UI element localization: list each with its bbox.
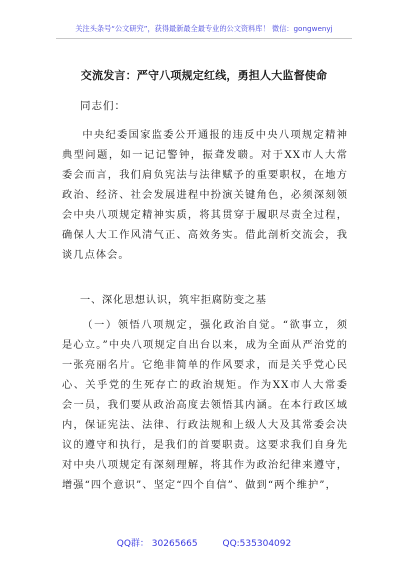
paragraph-body: （一）领悟八项规定，强化政治自觉。“欲事立，须是心立。”中央八项规定自出台以来，成为全面从严治党的一张亮丽名片。它绝非简单的作风要求，而是关乎党心民心、关乎党的生死存亡的政治规矩。作为XX市人大常委会一员，我们要从政治高度去领悟其内涵。在本行政区域内，保证宪法、法律、行政法规和上级人大及其常委会决议的遵守和执行，是我们的首要职责。这要求我们自身先对中央八项规定有深刻理解，将其作为政治纪律来遵守，增强“四个意识”、坚定“四个自信”、做到“两个维护”， [62, 320, 348, 491]
section-heading: 一、深化思想认识，筑牢拒腐防变之基 [80, 295, 267, 306]
paragraph-intro: 中央纪委国家监委公开通报的违反中央八项规定精神典型问题，如一记记警钟，振聋发聩。对于XX市人大常委会而言，我们肩负宪法与法律赋予的重要职权，在地方政治、经济、社会发展进程中扮演关键角色，必须深刻领会中央八项规定精神实质，将其贯穿于履职尽责全过程，确保人大工作风清气正、高效务实。借此剖析交流会，我谈几点体会。 [62, 130, 348, 261]
salutation: 同志们： [80, 100, 126, 112]
document-title: 交流发言：严守八项规定红线，勇担人大监督使命 [80, 69, 328, 82]
footer-qq: QQ:535304092 [222, 539, 292, 549]
header-banner: 关注头条号“公文研究”，获得最新最全最专业的公文资料库！ 微信：gongwenyj [75, 24, 333, 33]
footer-qq-group: QQ群： 30265665 [116, 539, 198, 549]
header-divider [56, 38, 352, 39]
footer-contact [0, 536, 408, 549]
